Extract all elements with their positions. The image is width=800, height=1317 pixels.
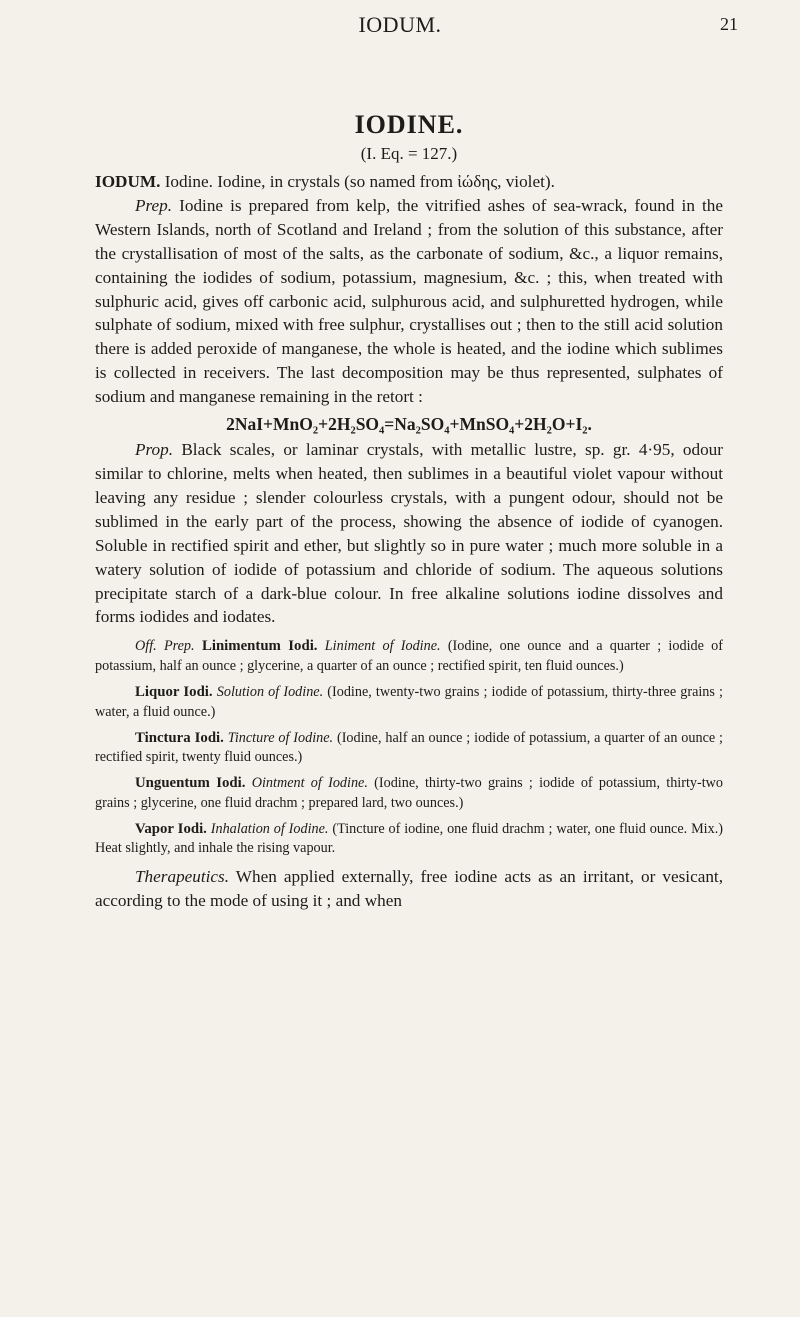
- running-title: IODUM.: [358, 12, 442, 37]
- intro-text: Iodine. Iodine, in crystals (so named from ἰώδης, violet).: [160, 172, 555, 191]
- prop-paragraph: [95, 438, 723, 629]
- official-prep-desc: (Iodine, twenty-two grains ; iodide of potassium, thirty-three grains ; water, a fluid ounce.): [95, 683, 723, 720]
- official-prep-item: [95, 637, 723, 677]
- prop-label: Prop.: [135, 440, 174, 460]
- section-heading: IODINE.: [354, 110, 464, 139]
- page-number: 21: [720, 14, 738, 34]
- prep-text: Iodine is prepared from kelp, the vitrified ashes of sea-wrack, found in the Western Islands, north of Scotland and Ireland ; from the solution of this substance, after the crystallisation of most of the salts, as the carbonate of sodium, &c., a liquor remains, containing the iodides of sodium, potassium, magnesium, &c. ; this, when treated with sulphuric acid, gives off carbonic acid, sulphurous acid, and sulphuretted hydrogen, while sulphate of sodium, mixed with free sulphur, crystallises out ; then to the still acid solution there is added peroxide of manganese, the whole is heated, and the iodine which sublimes is collected in receivers. The last decomposition may be thus represented, sulphates of sodium and manganese remaining in the retort :: [95, 195, 723, 407]
- page-content: [95, 110, 723, 913]
- official-prep-desc: (Tincture of iodine, one fluid drachm ; water, one fluid ounce. Mix.) Heat slightly, and inhale the rising vapour.: [95, 820, 723, 857]
- official-preparations: [95, 637, 723, 859]
- official-prep-item: [95, 774, 723, 814]
- official-prep-english: Liniment of Iodine.: [317, 638, 441, 655]
- official-prep-desc: (Iodine, thirty-two grains ; iodide of potassium, thirty-two grains ; glycerine, one fluid drachm ; prepared lard, two ounces.): [95, 775, 724, 811]
- running-head: [0, 8, 800, 40]
- official-prep-latin: Linimentum Iodi.: [194, 638, 318, 655]
- official-prep-latin: Liquor Iodi.: [135, 683, 213, 700]
- prep-paragraph: [95, 194, 723, 409]
- official-prep-item: [95, 820, 723, 860]
- official-prep-desc: (Iodine, half an ounce ; iodide of potassium, a quarter of an ounce ; rectified spirit, twenty fluid ounces.): [95, 729, 723, 766]
- official-prep-item: [95, 729, 723, 769]
- official-prep-latin: Unguentum Iodi.: [135, 775, 246, 792]
- official-prep-latin: Tinctura Iodi.: [135, 729, 224, 746]
- therapeutics-label: Therapeutics.: [135, 867, 230, 887]
- prop-text: Black scales, or laminar crystals, with metallic lustre, sp. gr. 4·95, odour similar to chlorine, melts when heated, then sublimes in a beautiful violet vapour without leaving any residue ; slender colourless crystals, with a pungent odour, should not be sublimed in the early part of the process, showing the absence of iodide of cyanogen. Soluble in rectified spirit and ether, but slightly so in pure water ; much more soluble in a watery solution of iodide of potassium and chloride of sodium. The aqueous solutions precipitate starch of a dark-blue colour. In free alkaline solutions iodine dissolves and forms iodides and iodates.: [95, 440, 723, 627]
- intro-paragraph: [95, 170, 723, 194]
- intro-term: IODUM.: [95, 172, 161, 191]
- chemical-equation: 2NaI+MnO₂+2H₂SO₄=Na₂SO₄+MnSO₄+2H₂O+I₂.: [226, 414, 592, 435]
- official-prep-item: [95, 683, 723, 723]
- official-prep-english: Tincture of Iodine.: [223, 729, 334, 746]
- therapeutics-text: When applied externally, free iodine acts as an irritant, or vesicant, according to the mode of using it ; and when: [95, 867, 723, 911]
- therapeutics-paragraph: [95, 865, 723, 913]
- chemical-equivalent: (I. Eq. = 127.): [360, 144, 458, 163]
- official-prep-english: Inhalation of Iodine.: [206, 820, 329, 837]
- official-prep-prefix: Off. Prep.: [135, 638, 195, 655]
- official-prep-english: Solution of Iodine.: [212, 683, 324, 700]
- official-prep-latin: Vapor Iodi.: [135, 820, 207, 837]
- official-prep-desc: (Iodine, one ounce and a quarter ; iodide of potassium, half an ounce ; glycerine, a quarter of an ounce ; rectified spirit, ten fluid ounces.): [95, 638, 723, 675]
- official-prep-english: Ointment of Iodine.: [245, 775, 368, 792]
- prep-label: Prep.: [135, 195, 173, 215]
